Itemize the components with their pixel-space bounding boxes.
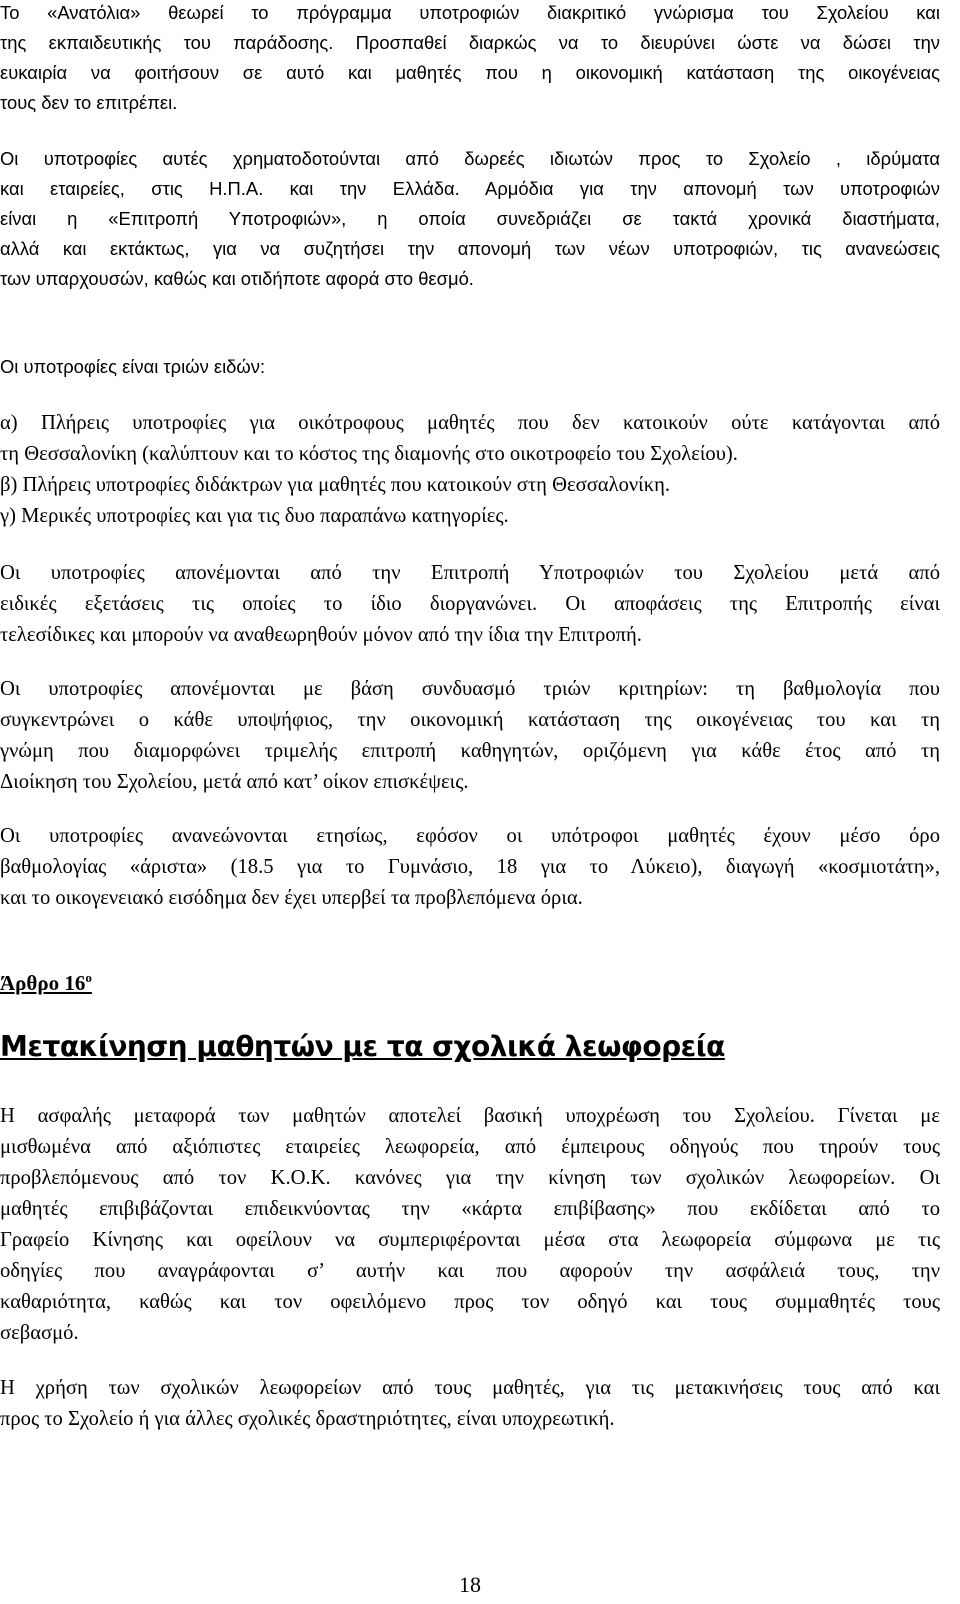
- renewal-line: και το οικογενειακό εισόδημα δεν έχει υπερβεί τα προβλεπόμενα όρια.: [0, 887, 583, 909]
- transport-line: Η ασφαλής μεταφορά των μαθητών αποτελεί βασική υποχρέωση του Σχολείου. Γίνεται με: [0, 1105, 940, 1127]
- renewal-paragraph: [0, 821, 940, 914]
- intro-line: ευκαιρία να φοιτήσουν σε αυτό και μαθητές που η οικονομική κατάσταση της οικογένειας: [0, 62, 940, 83]
- criteria-line: γνώμη που διαμορφώνει τριμελής επιτροπή καθηγητών, οριζόμενη για κάθε έτος από τη: [0, 740, 940, 762]
- funding-line: Οι υποτροφίες αυτές χρηματοδοτούνται από δωρεές ιδιωτών προς το Σχολείο , ιδρύματα: [0, 148, 940, 169]
- funding-line: αλλά και εκτάκτως, για να συζητήσει την απονομή των νέων υποτροφιών, τις ανανεώσεις: [0, 238, 940, 259]
- transport-line: προβλεπόμενους από τον Κ.Ο.Κ. κανόνες για την κίνηση των σχολικών λεωφορείων. Οι: [0, 1167, 940, 1189]
- exams-line: ειδικές εξετάσεις τις οποίες το ίδιο διοργανώνει. Οι αποφάσεις της Επιτροπής είναι: [0, 593, 940, 615]
- criteria-paragraph: [0, 674, 940, 798]
- intro-paragraph: [0, 0, 940, 118]
- article-label: Άρθρο 16: [0, 971, 86, 995]
- section-title: Μετακίνηση μαθητών με τα σχολικά λεωφορεία: [0, 1030, 725, 1063]
- type-a-line: τη Θεσσαλονίκη (καλύπτουν και το κόστος της διαμονής στο οικοτροφείο του Σχολείου).: [0, 443, 738, 465]
- type-a-line: α) Πλήρεις υποτροφίες για οικότροφους μαθητές που δεν κατοικούν ούτε κατάγονται από: [0, 412, 940, 434]
- mandatory-line: προς το Σχολείο ή για άλλες σχολικές δραστηριότητες, είναι υποχρεωτική.: [0, 1408, 615, 1430]
- exams-paragraph: [0, 558, 940, 651]
- criteria-line: συγκεντρώνει ο κάθε υποψήφιος, την οικονομική κατάσταση της οικογένειας του και τη: [0, 709, 940, 731]
- type-b: β) Πλήρεις υποτροφίες διδάκτρων για μαθητές που κατοικούν στη Θεσσαλονίκη.: [0, 474, 671, 496]
- exams-line: Οι υποτροφίες απονέμονται από την Επιτροπή Υποτροφιών του Σχολείου μετά από: [0, 562, 940, 584]
- article-heading: [0, 970, 92, 996]
- funding-line: είναι η «Επιτροπή Υποτροφιών», η οποία συνεδριάζει σε τακτά χρονικά διαστήματα,: [0, 208, 940, 229]
- transport-paragraph: [0, 1101, 940, 1349]
- transport-line: μαθητές επιβιβάζονται επιδεικνύοντας την «κάρτα επιβίβασης» που εκδίδεται από το: [0, 1198, 940, 1220]
- transport-line: οδηγίες που αναγράφονται σ’ αυτήν και που αφορούν την ασφάλειά τους, την: [0, 1260, 940, 1282]
- intro-line: τους δεν το επιτρέπει.: [0, 92, 178, 113]
- transport-line: μισθωμένα από αξιόπιστες εταιρείες λεωφορεία, από έμπειρους οδηγούς που τηρούν τους: [0, 1136, 940, 1158]
- page-number: 18: [459, 1572, 481, 1597]
- type-c: γ) Μερικές υποτροφίες και για τις δυο παραπάνω κατηγορίες.: [0, 505, 509, 527]
- transport-line: Γραφείο Κίνησης και οφείλουν να συμπεριφέρονται μέσα στα λεωφορεία σύμφωνα με τις: [0, 1229, 940, 1251]
- intro-line: Το «Ανατόλια» θεωρεί το πρόγραμμα υποτροφιών διακριτικό γνώρισμα του Σχολείου και: [0, 2, 940, 23]
- renewal-line: βαθμολογίας «άριστα» (18.5 για το Γυμνάσιο, 18 για το Λύκειο), διαγωγή «κοσμιοτάτη»,: [0, 856, 940, 878]
- transport-line: σεβασμό.: [0, 1322, 79, 1344]
- funding-paragraph: [0, 144, 940, 294]
- types-heading: [0, 352, 940, 382]
- transport-line: καθαριότητα, καθώς και τον οφειλόμενο προς τον οδηγό και τους συμμαθητές τους: [0, 1291, 940, 1313]
- criteria-line: Οι υποτροφίες απονέμονται με βάση συνδυασμό τριών κριτηρίων: τη βαθμολογία που: [0, 678, 940, 700]
- mandatory-paragraph: [0, 1373, 940, 1435]
- mandatory-line: Η χρήση των σχολικών λεωφορείων από τους μαθητές, για τις μετακινήσεις τους από και: [0, 1377, 940, 1399]
- article-ordinal: ο: [85, 970, 92, 985]
- criteria-line: Διοίκηση του Σχολείου, μετά από κατ’ οίκον επισκέψεις.: [0, 771, 469, 793]
- funding-line: και εταιρείες, στις Η.Π.Α. και την Ελλάδα. Αρμόδια για την απονομή των υποτροφιών: [0, 178, 940, 199]
- types-heading-text: Οι υποτροφίες είναι τριών ειδών:: [0, 356, 266, 377]
- renewal-line: Οι υποτροφίες ανανεώνονται ετησίως, εφόσον οι υπότροφοι μαθητές έχουν μέσο όρο: [0, 825, 940, 847]
- funding-line: των υπαρχουσών, καθώς και οτιδήποτε αφορά στο θεσμό.: [0, 268, 474, 289]
- types-list: [0, 408, 940, 532]
- exams-line: τελεσίδικες και μπορούν να αναθεωρηθούν μόνον από την ίδια την Επιτροπή.: [0, 624, 642, 646]
- intro-line: της εκπαιδευτικής του παράδοσης. Προσπαθεί διαρκώς να το διευρύνει ώστε να δώσει την: [0, 32, 940, 53]
